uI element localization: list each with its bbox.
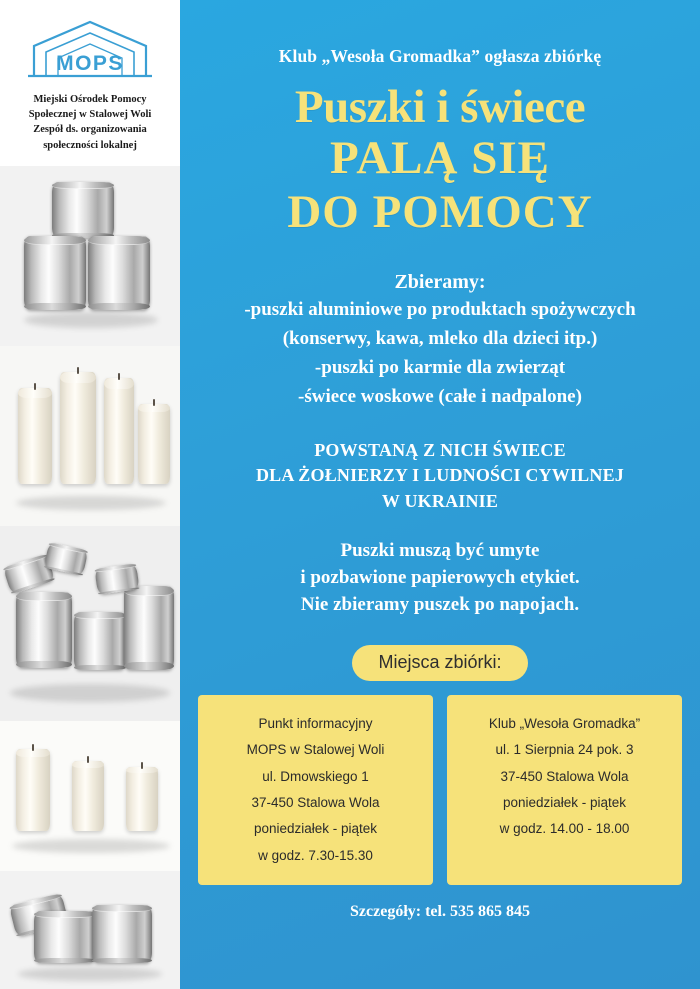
mops-logo-icon [20,16,160,88]
rule-line: Nie zbieramy puszek po napojach. [300,594,580,616]
photo-strip [0,166,180,989]
headline-line-2: PALĄ SIĘ [330,132,550,185]
collect-heading: Zbieramy: [394,271,486,294]
two-cans-photo [0,871,180,989]
collect-item: -świece woskowe (całe i nadpalone) [298,385,582,407]
collection-rules [194,538,686,619]
collection-point-card [198,695,433,885]
white-candles-photo [0,346,180,526]
collect-item: -puszki aluminiowe po produktach spożywczych [244,299,636,321]
places-label-badge: Miejsca zbiórki: [352,645,527,681]
poster-kicker: Klub „Wesoła Gromadka” ogłasza zbiórkę [278,46,602,66]
logo-caption-line: Miejski Ośrodek Pomocy [33,94,147,105]
purpose-line: W UKRAINIE [381,490,499,511]
headline-line-1: Puszki i świece [294,81,586,133]
collect-item: (konserwy, kawa, mleko dla dzieci itp.) [282,327,598,349]
open-tin-cans-photo [0,526,180,721]
card-line: Klub „Wesoła Gromadka” [488,716,641,732]
purpose-statement [194,438,686,515]
stacked-tin-cans-photo [0,166,180,346]
rule-line: i pozbawione papierowych etykiet. [300,567,580,589]
collection-points [194,695,686,885]
poster-headline [194,83,686,237]
collect-list [194,296,686,412]
purpose-line: DLA ŻOŁNIERZY I LUDNOŚCI CYWILNEJ [255,465,624,486]
collection-point-card [447,695,682,885]
mops-logo-block [0,0,180,153]
card-line: w godz. 14.00 - 18.00 [499,821,630,837]
purpose-line: POWSTANĄ Z NICH ŚWIECE [314,439,566,460]
left-photo-column [0,0,180,989]
collect-item: -puszki po karmie dla zwierząt [314,356,566,378]
svg-text:MOPS: MOPS [56,52,124,75]
card-line: 37-450 Stalowa Wola [500,768,629,784]
card-line: MOPS w Stalowej Woli [246,742,385,758]
card-line: 37-450 Stalowa Wola [251,795,380,811]
card-line: poniedziałek - piątek [502,795,627,811]
rule-line: Puszki muszą być umyte [340,540,540,562]
three-candles-photo [0,721,180,871]
logo-caption-line: społeczności lokalnej [43,139,137,151]
card-line: ul. Dmowskiego 1 [262,768,369,784]
poster-content-panel [180,0,700,989]
card-line: poniedziałek - piątek [253,821,378,837]
card-line: ul. 1 Sierpnia 24 pok. 3 [495,742,634,758]
mops-logo-caption [10,92,170,153]
headline-line-3: DO POMOCY [287,185,593,238]
card-line: Punkt informacyjny [258,716,373,732]
logo-caption-line: Społecznej w Stalowej Woli [28,109,152,121]
card-line: w godz. 7.30-15.30 [258,847,373,863]
logo-caption-line: Zespół ds. organizowania [33,124,147,136]
contact-details: Szczegóły: tel. 535 865 845 [350,902,530,920]
